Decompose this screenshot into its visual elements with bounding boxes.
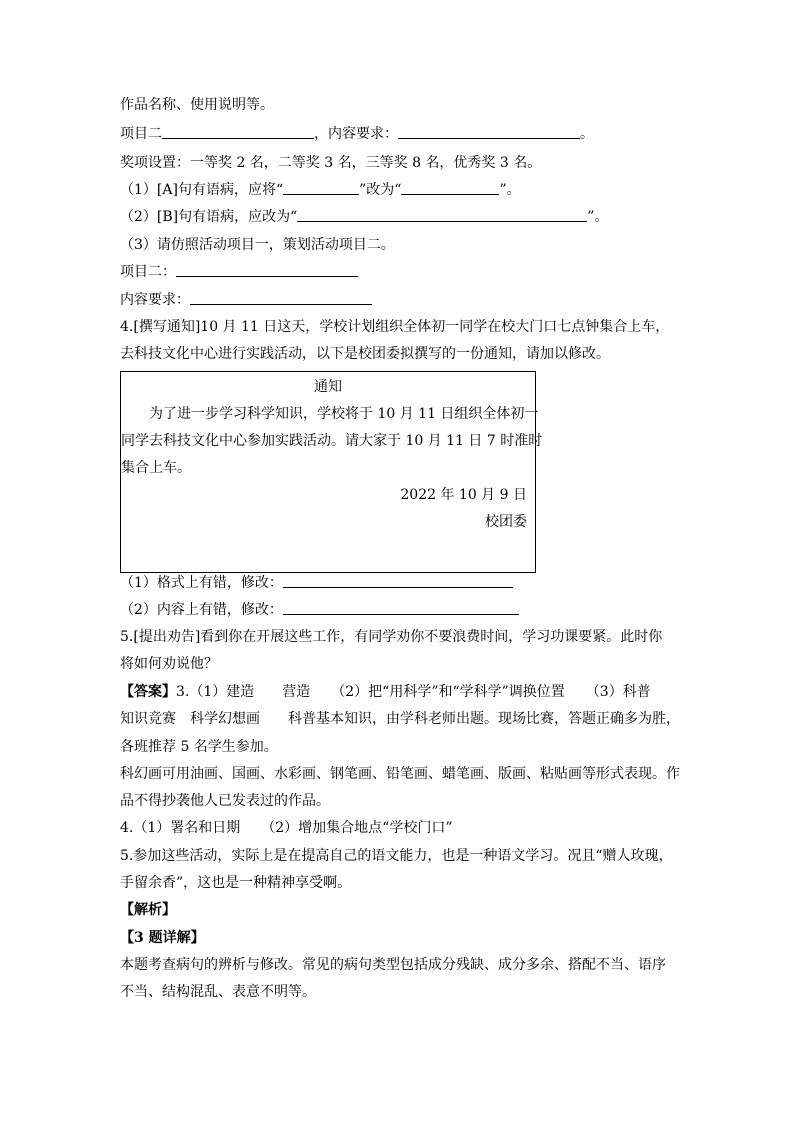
content-fix-line	[120, 600, 519, 620]
format-fix-line	[120, 573, 513, 593]
answer-line: 品不得抄袭他人已发表过的作品。	[120, 793, 330, 809]
question-3-line: （3）请仿照活动项目一，策划活动项目二。	[120, 237, 395, 253]
answer-blank[interactable]	[283, 573, 513, 588]
content-fix-label: （2）内容上有错，修改：	[120, 602, 283, 618]
content-requirement-line	[120, 290, 372, 310]
answer-tag: 【答案】	[120, 684, 176, 700]
question-4-line: 4.[撰写通知]10 月 11 日这天，学校计划组织全体初一同学在校大门口七点钟集合上车，	[120, 319, 670, 335]
awards-line: 奖项设置：一等奖 2 名，二等奖 3 名，三等奖 8 名，优秀奖 3 名。	[120, 155, 542, 171]
question-2-text: ”。	[587, 209, 609, 225]
detail-heading: 【3 题详解】	[120, 930, 205, 946]
answer-line	[120, 682, 651, 702]
question-2-line	[120, 207, 608, 227]
notice-box	[120, 371, 543, 573]
project-two-prefix: 项目二	[120, 126, 162, 142]
answer-blank[interactable]	[162, 124, 314, 139]
notice-date: 2022 年 10 月 9 日	[400, 487, 527, 503]
detail-line: 不当、结构混乱、表意不明等。	[120, 984, 316, 1000]
answer-line: 手留余香”，这也是一种精神享受啊。	[120, 875, 352, 891]
notice-body-line: 集合上车。	[121, 460, 191, 476]
period: 。	[580, 126, 594, 142]
notice-title: 通知	[314, 379, 342, 395]
analysis-heading: 【解析】	[120, 902, 176, 918]
question-2-text: （2）[B]句有语病，应改为“	[120, 209, 298, 225]
notice-body-line: 为了进一步学习科学知识，学校将于 10 月 11 日组织全体初一	[149, 406, 539, 422]
question-1-text: （1）[A]句有语病，应将“	[120, 182, 284, 198]
notice-signer: 校团委	[485, 514, 527, 530]
answer-blank[interactable]	[297, 207, 587, 222]
question-5-line: 5.[提出劝告]看到你在开展这些工作，有同学劝你不要浪费时间，学习功课要紧。此时你	[120, 629, 663, 645]
answer-blank[interactable]	[398, 124, 580, 139]
project-two-line	[120, 124, 594, 144]
answer-blank[interactable]	[176, 262, 358, 277]
answer-line: 5.参加这些活动，实际上是在提高自己的语文能力，也是一种语文学习。况且“赠人玫瑰，	[120, 848, 673, 864]
detail-line: 本题考查病句的辨析与修改。常见的病句类型包括成分残缺、成分多余、搭配不当、语序	[120, 957, 666, 973]
question-5-line: 将如何劝说他？	[120, 656, 218, 672]
answer-text: 3.（1）建造 营造 （2）把“用科学”和“学科学”调换位置 （3）科普	[176, 684, 651, 700]
answer-blank[interactable]	[283, 180, 359, 195]
question-1-text: ”。	[499, 182, 521, 198]
answer-line: 科幻画可用油画、国画、水彩画、钢笔画、铅笔画、蜡笔画、版画、粘贴画等形式表现。作	[120, 766, 680, 782]
answer-line: 4.（1）署名和日期 （2）增加集合地点“学校门口”	[120, 820, 453, 836]
content-requirement-label: ，内容要求：	[314, 126, 398, 142]
answer-blank[interactable]	[283, 600, 519, 615]
answer-blank[interactable]	[190, 290, 372, 305]
answer-line: 知识竞赛 科学幻想画 科普基本知识，由学科老师出题。现场比赛，答题正确多为胜，	[120, 711, 680, 727]
answer-line: 各班推荐 5 名学生参加。	[120, 739, 278, 755]
answer-blank[interactable]	[401, 180, 499, 195]
content-requirement-label: 内容要求：	[120, 292, 190, 308]
text-line: 作品名称、使用说明等。	[120, 97, 274, 113]
project-two-answer-line	[120, 262, 358, 282]
project-two-label: 项目二：	[120, 264, 176, 280]
question-1-text: ”改为“	[359, 182, 402, 198]
question-1-line	[120, 180, 521, 200]
notice-body-line: 同学去科技文化中心参加实践活动。请大家于 10 月 11 日 7 时准时	[121, 433, 543, 449]
question-4-line: 去科技文化中心进行实践活动，以下是校团委拟撰写的一份通知，请加以修改。	[120, 346, 610, 362]
format-fix-label: （1）格式上有错，修改：	[120, 575, 283, 591]
